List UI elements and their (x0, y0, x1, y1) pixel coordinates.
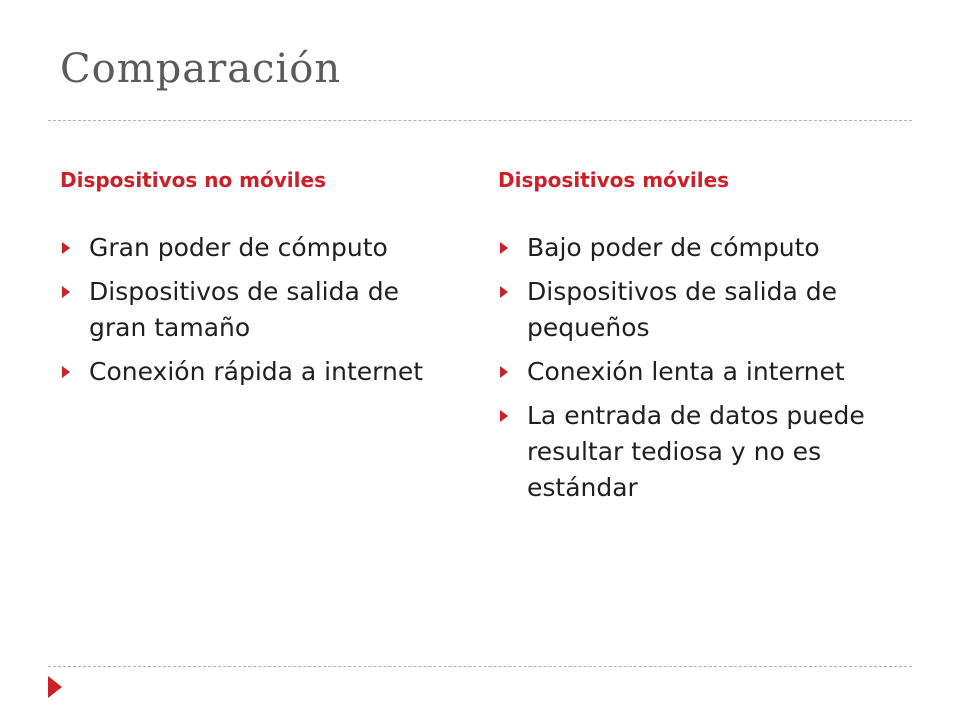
triangle-right-icon (500, 410, 508, 422)
triangle-right-icon (500, 366, 508, 378)
triangle-right-icon (62, 366, 70, 378)
triangle-right-icon (48, 676, 62, 698)
triangle-right-icon (500, 242, 508, 254)
title-divider (48, 120, 912, 121)
bullet-text: La entrada de datos puede resultar tediosa y no es estándar (527, 401, 865, 502)
list-item (498, 398, 918, 506)
triangle-right-icon (500, 286, 508, 298)
column-mobile (498, 168, 918, 514)
bullet-list (498, 230, 918, 506)
column-non-mobile (60, 168, 450, 398)
bullet-text: Bajo poder de cómputo (527, 233, 820, 262)
list-item (60, 274, 450, 346)
bullet-text: Conexión lenta a internet (527, 357, 845, 386)
list-item (60, 230, 450, 266)
bullet-text: Dispositivos de salida de pequeños (527, 277, 837, 342)
triangle-right-icon (62, 242, 70, 254)
list-item (498, 274, 918, 346)
slide-title: Comparación (60, 46, 342, 92)
footer-divider (48, 666, 912, 667)
bullet-text: Conexión rápida a internet (89, 357, 424, 386)
list-item (60, 354, 450, 390)
bullet-text: Gran poder de cómputo (89, 233, 388, 262)
list-item (498, 354, 918, 390)
column-heading: Dispositivos no móviles (60, 168, 326, 192)
triangle-right-icon (62, 286, 70, 298)
bullet-list (60, 230, 450, 390)
column-heading: Dispositivos móviles (498, 168, 730, 192)
bullet-text: Dispositivos de salida de gran tamaño (89, 277, 399, 342)
list-item (498, 230, 918, 266)
